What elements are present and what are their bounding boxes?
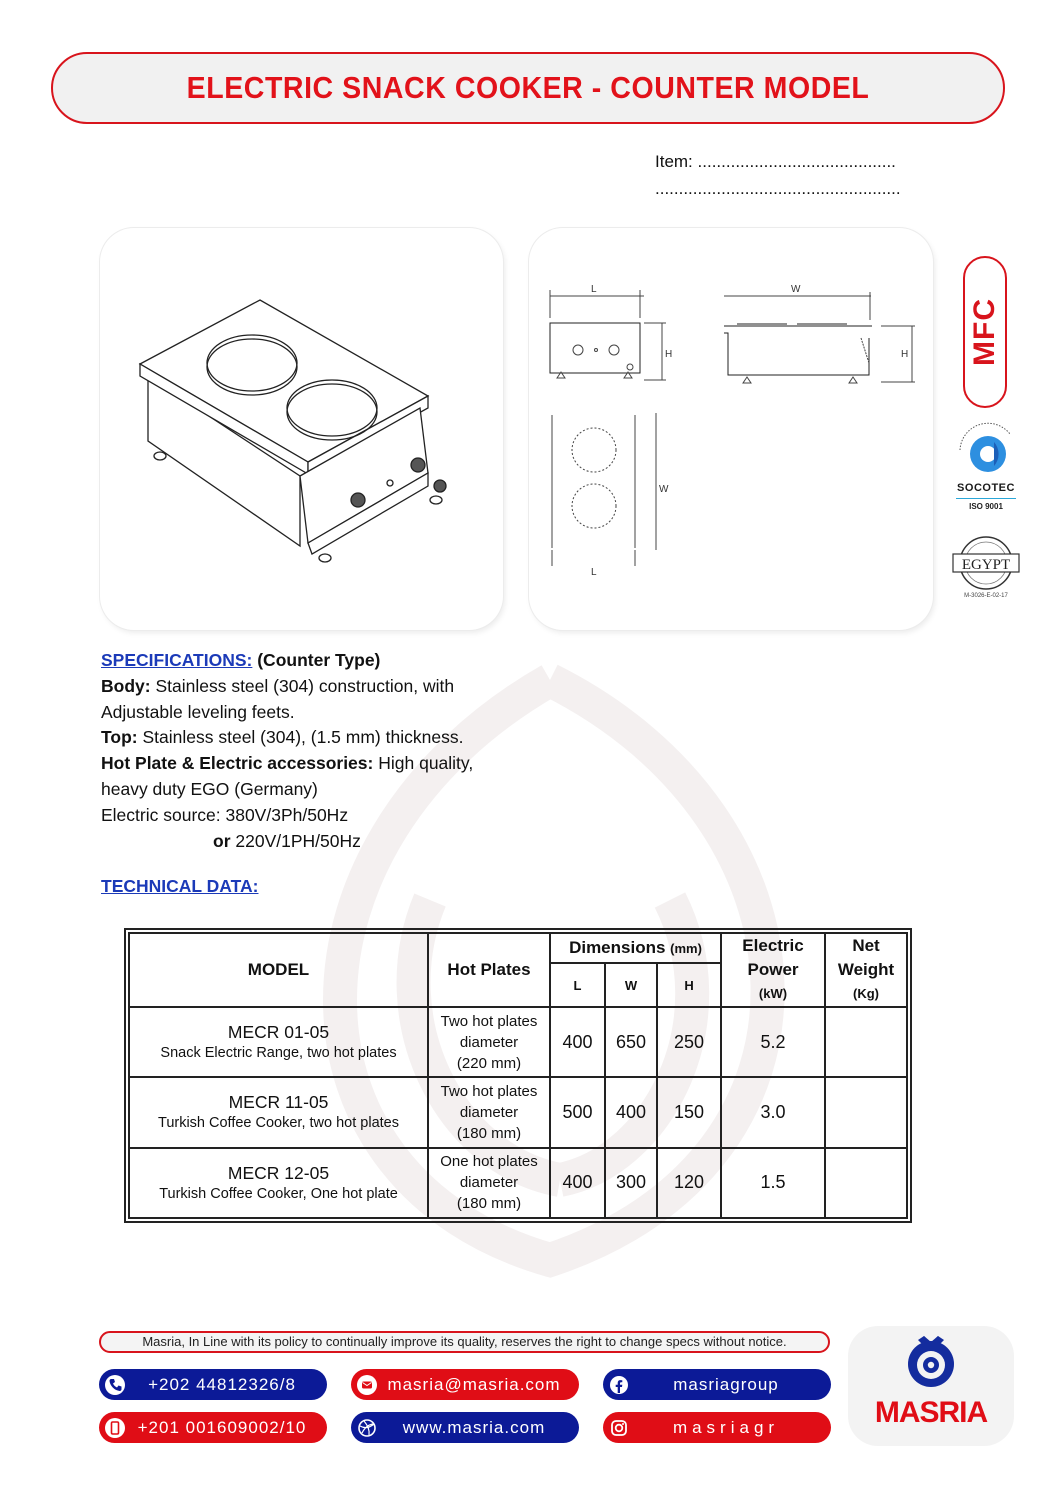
specifications-heading: SPECIFICATIONS:: [101, 650, 253, 670]
email-icon: [355, 1373, 379, 1397]
model-description: Snack Electric Range, two hot plates: [160, 1045, 397, 1062]
net-weight: [825, 1148, 907, 1218]
header-hot-plates: Hot Plates: [428, 933, 550, 1007]
facebook-link[interactable]: [603, 1369, 831, 1400]
socotec-certification-badge: [950, 420, 1022, 516]
header-dimensions-unit: (mm): [670, 941, 702, 956]
header-electric-power: [721, 933, 825, 1007]
website-link[interactable]: [351, 1412, 579, 1443]
header-weight-line1: Net: [852, 936, 880, 955]
header-model: MODEL: [129, 933, 428, 1007]
hot-plates-line3: (180 mm): [456, 1124, 522, 1142]
top-label: Top:: [101, 727, 138, 748]
electric-or: or: [213, 830, 231, 851]
hot-plates-line2: diameter: [459, 1174, 519, 1192]
dim-w: 300: [605, 1148, 657, 1218]
hotplate-text: High quality,: [378, 753, 474, 774]
header-dimensions: [550, 933, 721, 963]
mobile-phone-icon: [103, 1416, 127, 1440]
technical-data-heading: TECHNICAL DATA:: [101, 876, 259, 896]
hot-plates-line2: diameter: [459, 1033, 519, 1051]
model-name: MECR 11-05: [228, 1092, 329, 1113]
website-url: www.masria.com: [402, 1417, 546, 1437]
socotec-divider: [956, 498, 1016, 499]
hot-plates-line2: diameter: [459, 1103, 519, 1121]
dim-w: 650: [605, 1007, 657, 1077]
technical-drawings: [529, 228, 933, 630]
iso-label: ISO 9001: [969, 502, 1003, 511]
hot-plates-line1: One hot plates: [440, 1153, 538, 1171]
dim-l: 500: [550, 1077, 605, 1147]
product-isometric-drawing: [100, 228, 503, 630]
header-net-weight: [825, 933, 907, 1007]
disclaimer-notice: Masria, In Line with its policy to continually improve its quality, reserves the right to change specs without notice.: [99, 1331, 830, 1353]
hot-plates-line1: Two hot plates: [440, 1082, 538, 1100]
dim-h: 150: [657, 1077, 721, 1147]
net-weight: [825, 1007, 907, 1077]
masria-logo-text: MASRIA: [874, 1396, 988, 1429]
hot-plates-line3: (180 mm): [456, 1195, 522, 1213]
technical-data-table: [124, 928, 912, 1223]
body-label: Body:: [101, 675, 151, 696]
socotec-logo-icon: [950, 420, 1022, 482]
body-text: Stainless steel (304) construction, with: [155, 675, 455, 696]
instagram-handle: masriagr: [672, 1417, 780, 1437]
mfc-label: MFC: [968, 298, 1002, 366]
header-weight-line2: Weight: [837, 960, 895, 979]
instagram-icon: [607, 1416, 631, 1440]
item-dots: ..........................................: [697, 152, 896, 171]
dim-w: 400: [605, 1077, 657, 1147]
specifications-heading-suffix: (Counter Type): [257, 650, 381, 670]
item-dots-2: ....................................................: [655, 179, 901, 198]
net-weight: [825, 1077, 907, 1147]
phone-link[interactable]: [99, 1369, 327, 1400]
top-text: Stainless steel (304), (1.5 mm) thickness.: [142, 727, 464, 748]
item-field: [655, 148, 901, 202]
product-image-panel: [100, 228, 503, 630]
header-power-unit: (kW): [758, 986, 788, 1001]
model-description: Turkish Coffee Cooker, two hot plates: [158, 1115, 399, 1132]
header-power-line2: Power: [747, 960, 799, 979]
electric-source: Electric source: 380V/3Ph/50Hz: [101, 804, 349, 825]
dim-l: 400: [550, 1007, 605, 1077]
electric-power: 3.0: [721, 1077, 825, 1147]
electric-alt: 220V/1PH/50Hz: [235, 830, 361, 851]
header-weight-unit: (Kg): [853, 986, 880, 1001]
electric-power: 1.5: [721, 1148, 825, 1218]
table-row: [129, 1007, 907, 1077]
phone-number: +202 44812326/8: [148, 1374, 296, 1394]
socotec-name: SOCOTEC: [957, 482, 1015, 494]
hot-plates-line3: (220 mm): [456, 1054, 522, 1072]
hotplate-text-2: heavy duty EGO (Germany): [101, 778, 318, 799]
side-view-h-label: H: [901, 349, 909, 360]
model-description: Turkish Coffee Cooker, One hot plate: [159, 1185, 398, 1202]
header-w: W: [605, 963, 657, 1007]
side-view-w-label: W: [791, 284, 801, 295]
header-l: L: [550, 963, 605, 1007]
header-h: H: [657, 963, 721, 1007]
egypt-seal-text: EGYPT: [961, 557, 1011, 573]
egypt-seal-icon: [947, 530, 1025, 600]
made-in-egypt-seal: [947, 530, 1025, 600]
mobile-number: +201 001609002/10: [137, 1417, 307, 1437]
masria-logo: [848, 1326, 1014, 1446]
facebook-icon: [607, 1373, 631, 1397]
body-text-2: Adjustable leveling feets.: [101, 701, 295, 722]
hot-plates-line1: Two hot plates: [440, 1012, 538, 1030]
mfc-badge: [963, 256, 1007, 408]
email-address: masria@masria.com: [387, 1374, 561, 1394]
front-view-l-label: L: [591, 284, 597, 295]
electric-power: 5.2: [721, 1007, 825, 1077]
masria-emblem-icon: [848, 1326, 1014, 1396]
model-name: MECR 01-05: [227, 1022, 330, 1043]
table-row: [129, 1077, 907, 1147]
hotplate-label: Hot Plate & Electric accessories:: [101, 753, 374, 774]
facebook-handle: masriagroup: [673, 1374, 779, 1394]
dim-h: 250: [657, 1007, 721, 1077]
header-power-line1: Electric: [742, 936, 804, 955]
front-view-h-label: H: [665, 349, 673, 360]
mobile-link[interactable]: [99, 1412, 327, 1443]
technical-drawing-panel: [529, 228, 933, 630]
instagram-link[interactable]: [603, 1412, 831, 1443]
dim-h: 120: [657, 1148, 721, 1218]
top-view-w-label: W: [659, 484, 669, 495]
table-row: [129, 1148, 907, 1218]
globe-icon: [355, 1416, 379, 1440]
dim-l: 400: [550, 1148, 605, 1218]
header-dimensions-label: Dimensions: [569, 938, 666, 957]
egypt-seal-code: M-3026-E-02-17: [964, 593, 1008, 599]
phone-icon: [103, 1373, 127, 1397]
model-name: MECR 12-05: [227, 1162, 330, 1183]
item-label: Item:: [655, 152, 693, 171]
page-title: ELECTRIC SNACK COOKER - COUNTER MODEL: [186, 70, 870, 105]
top-view-l-label: L: [591, 567, 597, 578]
specifications-section: [101, 648, 521, 854]
title-banner: [51, 52, 1005, 124]
email-link[interactable]: [351, 1369, 579, 1400]
